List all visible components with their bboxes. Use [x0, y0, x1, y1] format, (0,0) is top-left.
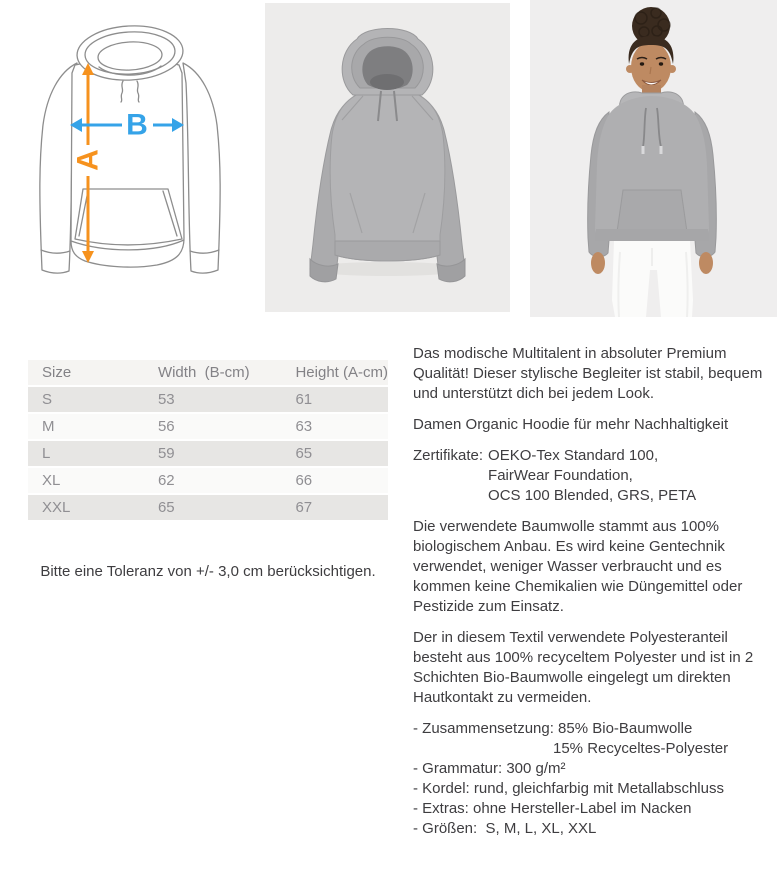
- flat-hoodie-illustration: [265, 3, 510, 312]
- detail-sizes: - Größen: S, M, L, XL, XXL: [413, 820, 597, 837]
- column-header-size: Size: [28, 360, 144, 385]
- cell-width: 65: [144, 495, 282, 520]
- detail-composition-polyester: 15% Recyceltes-Polyester: [553, 740, 729, 757]
- cell-height: 67: [281, 495, 388, 520]
- detail-composition: - Zusammensetzung: 85% Bio-Baumwolle: [413, 720, 693, 737]
- column-header-height: Height (A-cm): [281, 360, 388, 385]
- cell-height: 65: [281, 441, 388, 466]
- table-row-m: [28, 414, 388, 439]
- size-table-header-row: [28, 360, 388, 385]
- detail-drawcord: - Kordel: rund, gleichfarbig mit Metallabschluss: [413, 780, 724, 797]
- cell-height: 61: [281, 387, 388, 412]
- hoodie-measurement-sketch: [25, 23, 235, 285]
- description-cotton: Die verwendete Baumwolle stammt aus 100% biologischem Anbau. Es wird keine Gentechnik verwendet, weniger Wasser verbraucht und es kommen keine Chemikalien wie Düngemittel oder Pestizide zum Einsatz.: [413, 518, 743, 615]
- description-intro: Das modische Multitalent in absoluter Premium Qualität! Dieser stylische Begleiter ist stabil, bequem und unterstützt dich bei jedem Look.: [413, 345, 763, 402]
- cell-size: L: [28, 441, 144, 466]
- cell-size: XL: [28, 468, 144, 493]
- certificate-line: OCS 100 Blended, GRS, PETA: [488, 487, 697, 504]
- certificate-line: FairWear Foundation,: [488, 467, 633, 484]
- certificate-line: OEKO-Tex Standard 100,: [488, 447, 659, 464]
- cell-height: 63: [281, 414, 388, 439]
- detail-extras: - Extras: ohne Hersteller-Label im Nacken: [413, 800, 692, 817]
- product-photo-flat: [265, 3, 510, 312]
- cell-size: S: [28, 387, 144, 412]
- detail-list: [413, 719, 765, 839]
- cell-size: M: [28, 414, 144, 439]
- cell-width: 62: [144, 468, 282, 493]
- certificates-block: [413, 446, 765, 506]
- cell-width: 59: [144, 441, 282, 466]
- cell-height: 66: [281, 468, 388, 493]
- description-polyester: Der in diesem Textil verwendete Polyesteranteil besteht aus 100% recyceltem Polyester und ist in 2 Schichten Bio-Baumwolle eingelegt um direkten Hautkontakt zu vermeiden.: [413, 629, 754, 706]
- table-row-s: [28, 387, 388, 412]
- sketch-pocket: [75, 189, 182, 245]
- table-row-l: [28, 441, 388, 466]
- column-header-width: Width (B-cm): [144, 360, 282, 385]
- table-row-xl: [28, 468, 388, 493]
- cell-width: 53: [144, 387, 282, 412]
- measurement-diagram-image: [0, 0, 265, 320]
- certificates-label: Zertifikate:: [413, 447, 484, 464]
- table-row-xxl: [28, 495, 388, 520]
- product-photo-model: [530, 0, 777, 317]
- cell-width: 56: [144, 414, 282, 439]
- size-table: [28, 358, 388, 522]
- width-arrow-label: B: [126, 108, 148, 142]
- detail-grammage: - Grammatur: 300 g/m²: [413, 760, 566, 777]
- height-arrow-label: A: [71, 149, 105, 171]
- product-description: [413, 344, 765, 839]
- model-wearing-hoodie-illustration: [530, 0, 777, 317]
- description-subtitle: Damen Organic Hoodie für mehr Nachhaltigkeit: [413, 416, 729, 433]
- cell-size: XXL: [28, 495, 144, 520]
- size-table-section: [28, 358, 388, 522]
- tolerance-note: Bitte eine Toleranz von +/- 3,0 cm berücksichtigen.: [40, 563, 376, 580]
- certificates-list: [488, 446, 696, 506]
